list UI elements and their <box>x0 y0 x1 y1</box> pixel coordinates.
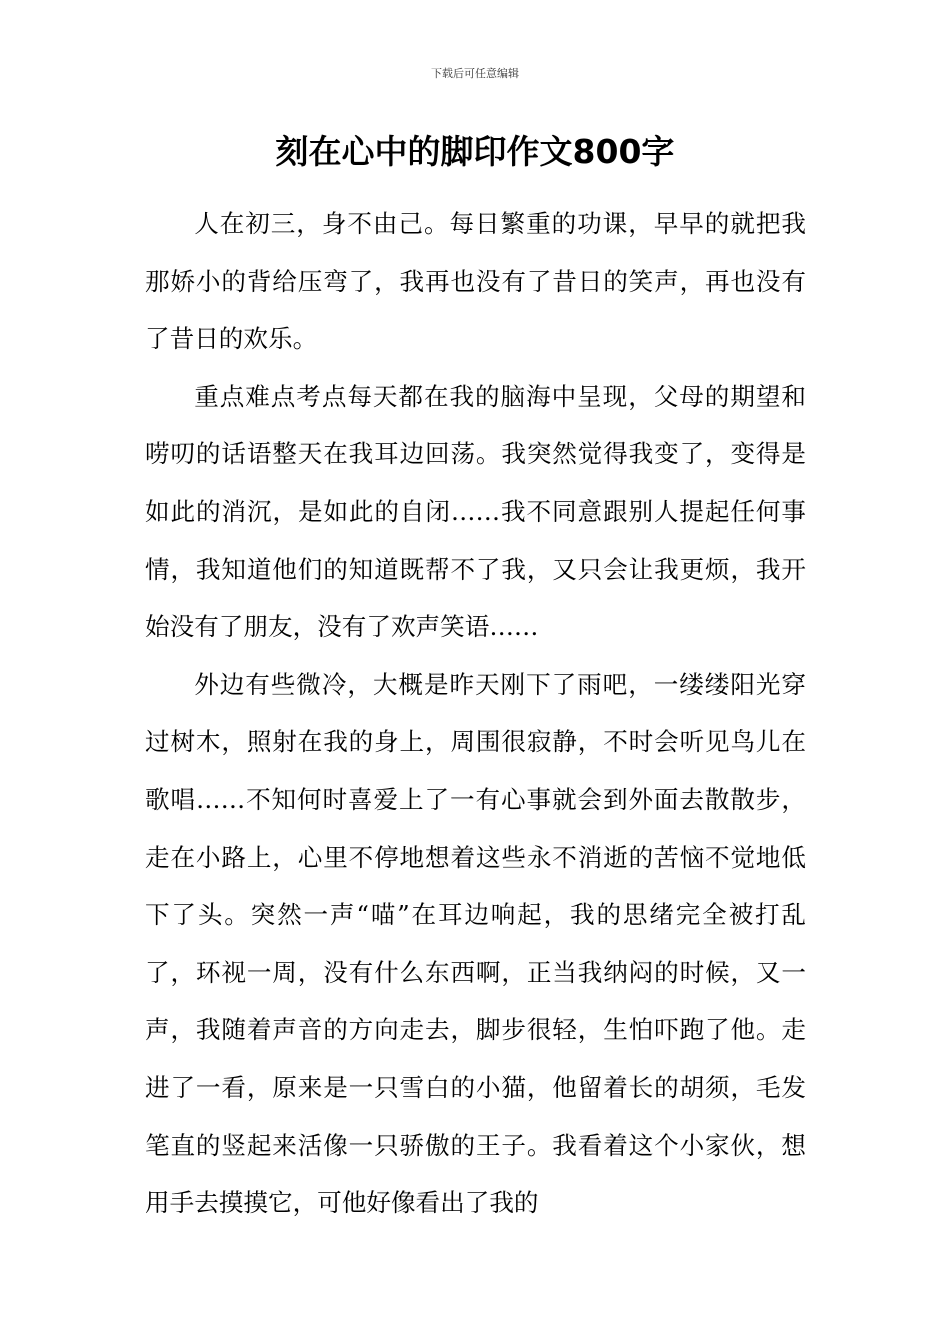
paragraph-2: 重点难点考点每天都在我的脑海中呈现，父母的期望和唠叨的话语整天在我耳边回荡。我突然觉得我变了，变得是如此的消沉，是如此的自闭……我不同意跟别人提起任何事情，我知道他们的知道既帮不了我，又只会让我更烦，我开始没有了朋友，没有了欢声笑语…… <box>145 381 806 642</box>
paragraph-1: 人在初三，身不由己。每日繁重的功课，早早的就把我那娇小的背给压弯了，我再也没有了昔日的笑声，再也没有了昔日的欢乐。 <box>145 209 806 354</box>
header-note: 下载后可任意编辑 <box>431 67 519 80</box>
paragraph-3: 外边有些微冷，大概是昨天刚下了雨吧，一缕缕阳光穿过树木，照射在我的身上，周围很寂静，不时会听见鸟儿在歌唱……不知何时喜爱上了一有心事就会到外面去散散步，走在小路上，心里不停地想着这些永不消逝的苦恼不觉地低下了头。突然一声“喵”在耳边响起，我的思绪完全被打乱了，环视一周，没有什么东西啊，正当我纳闷的时候，又一声，我随着声音的方向走去，脚步很轻，生怕吓跑了他。走进了一看，原来是一只雪白的小猫，他留着长的胡须，毛发笔直的竖起来活像一只骄傲的王子。我看着这个小家伙，想用手去摸摸它，可他好像看出了我的 <box>145 669 806 1218</box>
document-title: 刻在心中的脚印作文800字 <box>275 132 675 171</box>
document-body <box>145 195 806 1232</box>
